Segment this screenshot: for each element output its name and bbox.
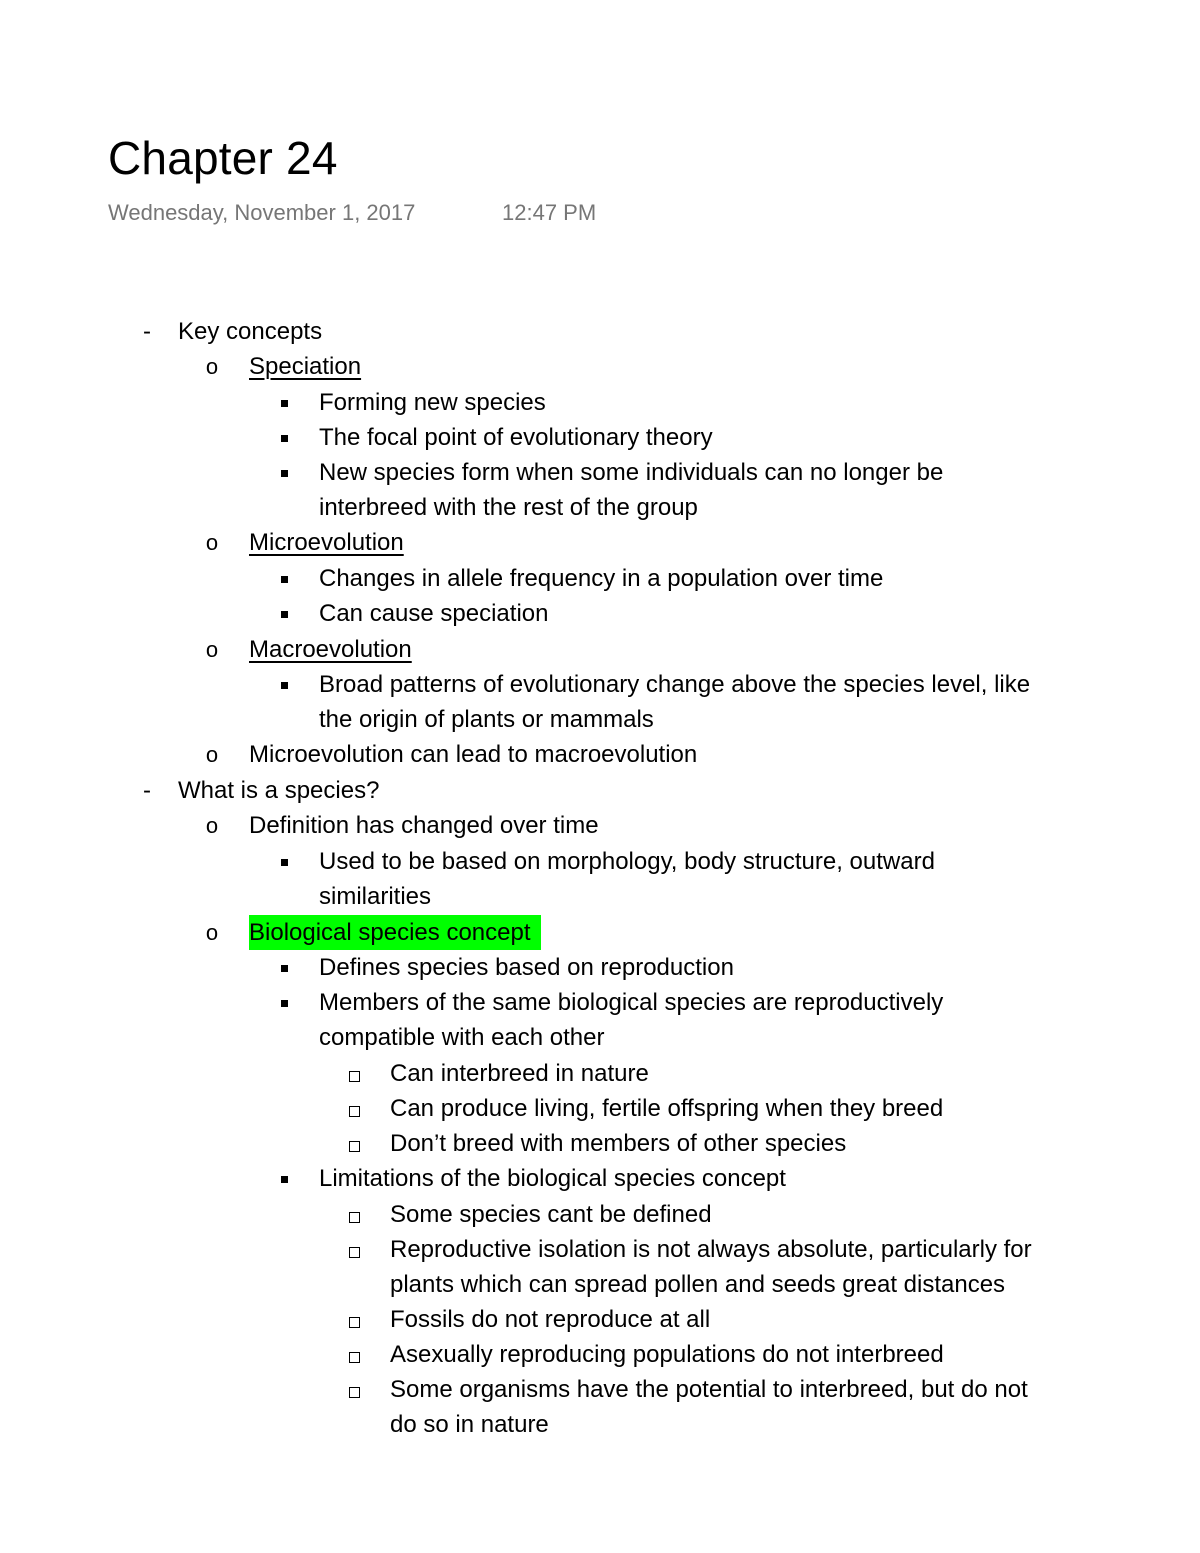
list-item-label: Macroevolution (249, 636, 412, 663)
circle-bullet-icon: o (205, 637, 219, 662)
page-time: 12:47 PM (502, 200, 597, 225)
list-item-label: do so in nature (390, 1411, 549, 1438)
list-item-label: Some species cant be defined (390, 1201, 712, 1228)
circle-bullet-icon: o (205, 354, 219, 379)
list-item-label: plants which can spread pollen and seeds great distances (390, 1271, 1006, 1298)
list-item-label: Changes in allele frequency in a population over time (319, 565, 884, 592)
list-item-label: Key concepts (178, 318, 323, 345)
list-item-label: What is a species? (178, 777, 380, 804)
list-item-label: Fossils do not reproduce at all (390, 1306, 711, 1333)
list-item-label: Some organisms have the potential to interbreed, but do not (390, 1376, 1028, 1403)
list-item-label: interbreed with the rest of the group (319, 494, 698, 521)
square-bullet-icon (269, 985, 299, 1020)
dash-bullet-icon: - (143, 777, 151, 804)
circle-bullet-icon: o (205, 530, 219, 555)
checkbox-bullet-icon (339, 1337, 369, 1372)
list-item-label: Can interbreed in nature (390, 1060, 649, 1087)
list-item-label: Can produce living, fertile offspring when they breed (390, 1095, 944, 1122)
list-item-label: Defines species based on reproduction (319, 954, 734, 981)
list-item-label: The focal point of evolutionary theory (319, 424, 713, 451)
checkbox-bullet-icon (339, 1197, 369, 1232)
square-bullet-icon (269, 420, 299, 455)
checkbox-bullet-icon (339, 1056, 369, 1091)
square-bullet-icon (269, 561, 299, 596)
circle-bullet-icon: o (205, 920, 219, 945)
square-bullet-icon (269, 950, 299, 985)
page-date: Wednesday, November 1, 2017 (108, 200, 416, 225)
square-bullet-icon (269, 667, 299, 702)
list-item-label: Members of the same biological species are reproductively (319, 989, 944, 1016)
page-title: Chapter 24 (108, 132, 338, 184)
list-item-label: New species form when some individuals can no longer be (319, 459, 944, 486)
square-bullet-icon (269, 1161, 299, 1196)
list-item-label: Forming new species (319, 389, 546, 416)
square-bullet-icon (269, 385, 299, 420)
list-item-label: Speciation (249, 353, 362, 380)
checkbox-bullet-icon (339, 1126, 369, 1161)
square-bullet-icon (269, 596, 299, 631)
checkbox-bullet-icon (339, 1232, 369, 1267)
dash-bullet-icon: - (143, 318, 151, 345)
list-item-label: Don’t breed with members of other species (390, 1130, 847, 1157)
list-item-label: Asexually reproducing populations do not interbreed (390, 1341, 944, 1368)
list-item-label: Microevolution can lead to macroevolution (249, 741, 698, 768)
checkbox-bullet-icon (339, 1372, 369, 1407)
list-item-label: Limitations of the biological species concept (319, 1165, 786, 1192)
list-item-label: Reproductive isolation is not always absolute, particularly for (390, 1236, 1032, 1263)
list-item-label: Broad patterns of evolutionary change above the species level, like (319, 671, 1031, 698)
list-item-label: compatible with each other (319, 1024, 605, 1051)
highlighted-label: Biological species concept (249, 915, 541, 950)
square-bullet-icon (269, 455, 299, 490)
list-item-label: the origin of plants or mammals (319, 706, 654, 733)
list-item-label: similarities (319, 883, 432, 910)
list-item-label: Used to be based on morphology, body structure, outward (319, 848, 935, 875)
circle-bullet-icon: o (205, 742, 219, 767)
circle-bullet-icon: o (205, 813, 219, 838)
list-item-label: Microevolution (249, 529, 404, 556)
checkbox-bullet-icon (339, 1302, 369, 1337)
list-item-label: Definition has changed over time (249, 812, 599, 839)
list-item-label: Can cause speciation (319, 600, 549, 627)
checkbox-bullet-icon (339, 1091, 369, 1126)
square-bullet-icon (269, 844, 299, 879)
